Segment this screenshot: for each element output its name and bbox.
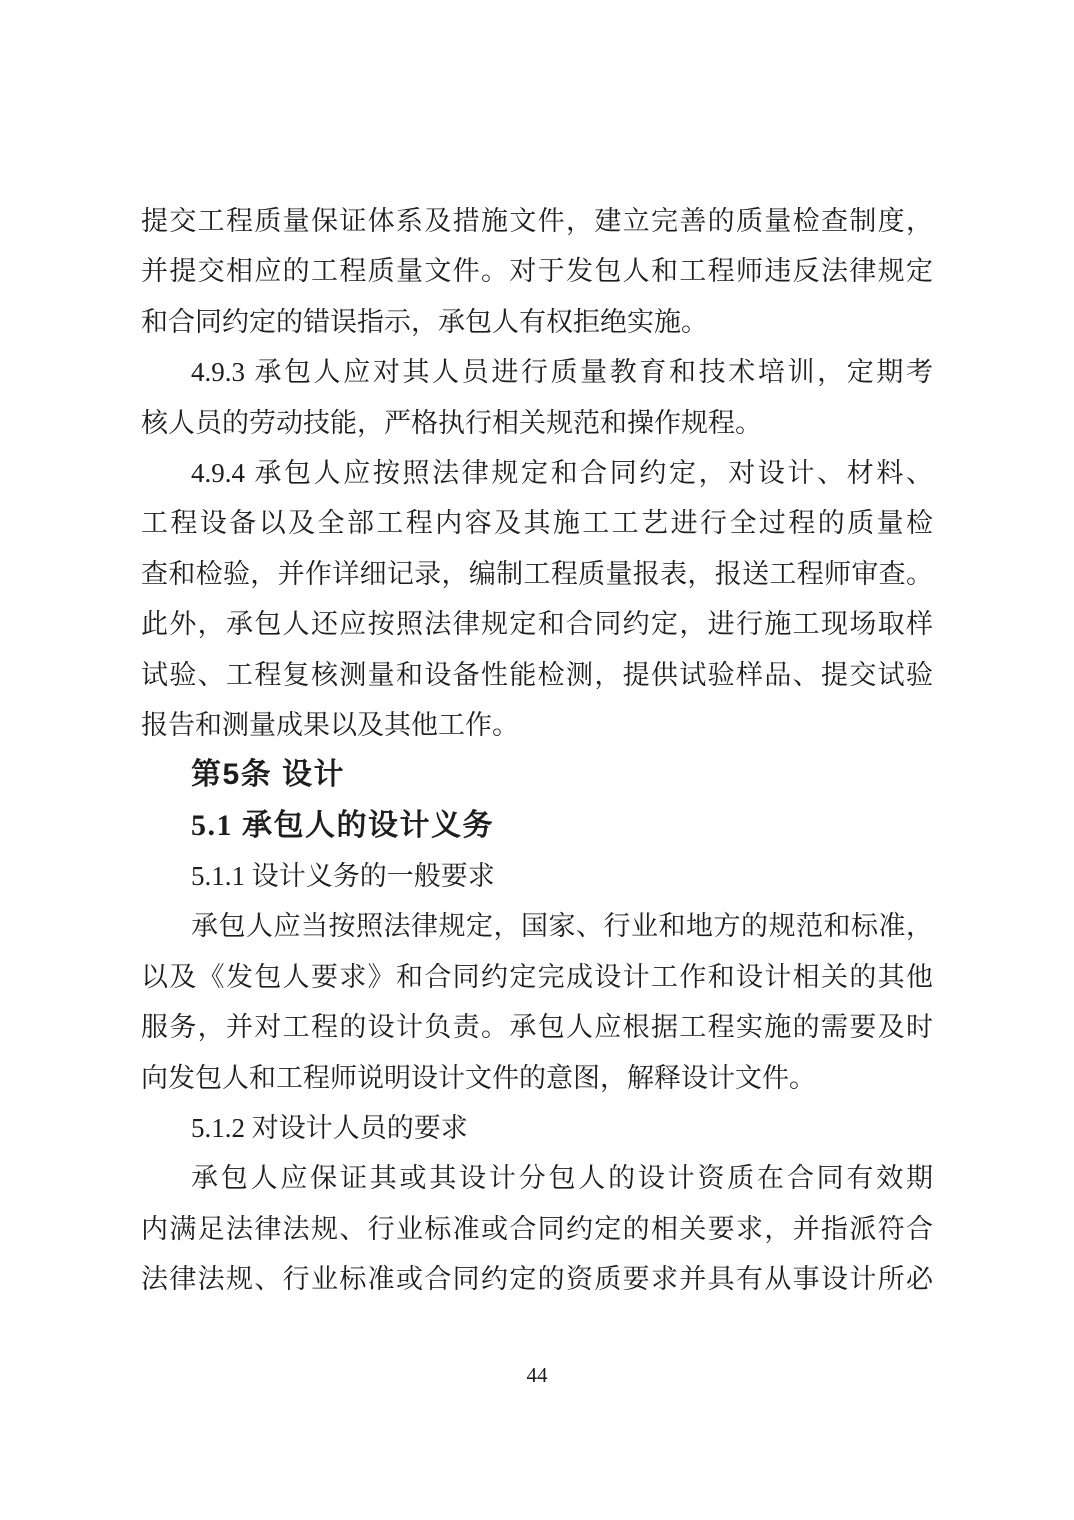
text-line: 和合同约定的错误指示，承包人有权拒绝实施。 <box>141 306 708 337</box>
text-line: 此外，承包人还应按照法律规定和合同约定，进行施工现场取样 <box>141 609 933 640</box>
text-line: 报告和测量成果以及其他工作。 <box>141 709 519 740</box>
text-line: 试验、工程复核测量和设备性能检测，提供试验样品、提交试验 <box>141 659 933 690</box>
text-line: 服务，并对工程的设计负责。承包人应根据工程实施的需要及时 <box>141 1012 933 1043</box>
text-line: 法律法规、行业标准或合同约定的资质要求并具有从事设计所必 <box>141 1264 933 1295</box>
text-line: 承包人应当按照法律规定，国家、行业和地方的规范和标准， <box>191 911 933 942</box>
text-line: 5.1.2 对设计人员的要求 <box>191 1113 468 1144</box>
text-line: 4.9.3 承包人应对其人员进行质量教育和技术培训，定期考 <box>191 357 933 388</box>
text-line: 内满足法律法规、行业标准或合同约定的相关要求，并指派符合 <box>141 1213 933 1244</box>
text-line: 并提交相应的工程质量文件。对于发包人和工程师违反法律规定 <box>141 256 933 287</box>
text-line: 向发包人和工程师说明设计文件的意图，解释设计文件。 <box>141 1062 816 1093</box>
text-line: 5.1.1 设计义务的一般要求 <box>191 861 495 892</box>
text-line: 4.9.4 承包人应按照法律规定和合同约定，对设计、材料、 <box>191 457 933 488</box>
text-line: 提交工程质量保证体系及措施文件，建立完善的质量检查制度， <box>141 206 933 236</box>
text-line: 以及《发包人要求》和合同约定完成设计工作和设计相关的其他 <box>141 961 933 992</box>
heading-line: 第5条 设计 <box>191 758 346 792</box>
document-body <box>141 196 933 1305</box>
text-line: 核人员的劳动技能，严格执行相关规范和操作规程。 <box>141 407 762 438</box>
page-number: 44 <box>526 1363 548 1387</box>
heading-line: 5.1 承包人的设计义务 <box>191 808 494 842</box>
text-line: 承包人应保证其或其设计分包人的设计资质在合同有效期 <box>191 1163 933 1194</box>
text-line: 查和检验，并作详细记录，编制工程质量报表，报送工程师审查。 <box>141 558 933 589</box>
text-line: 工程设备以及全部工程内容及其施工工艺进行全过程的质量检 <box>141 508 933 539</box>
